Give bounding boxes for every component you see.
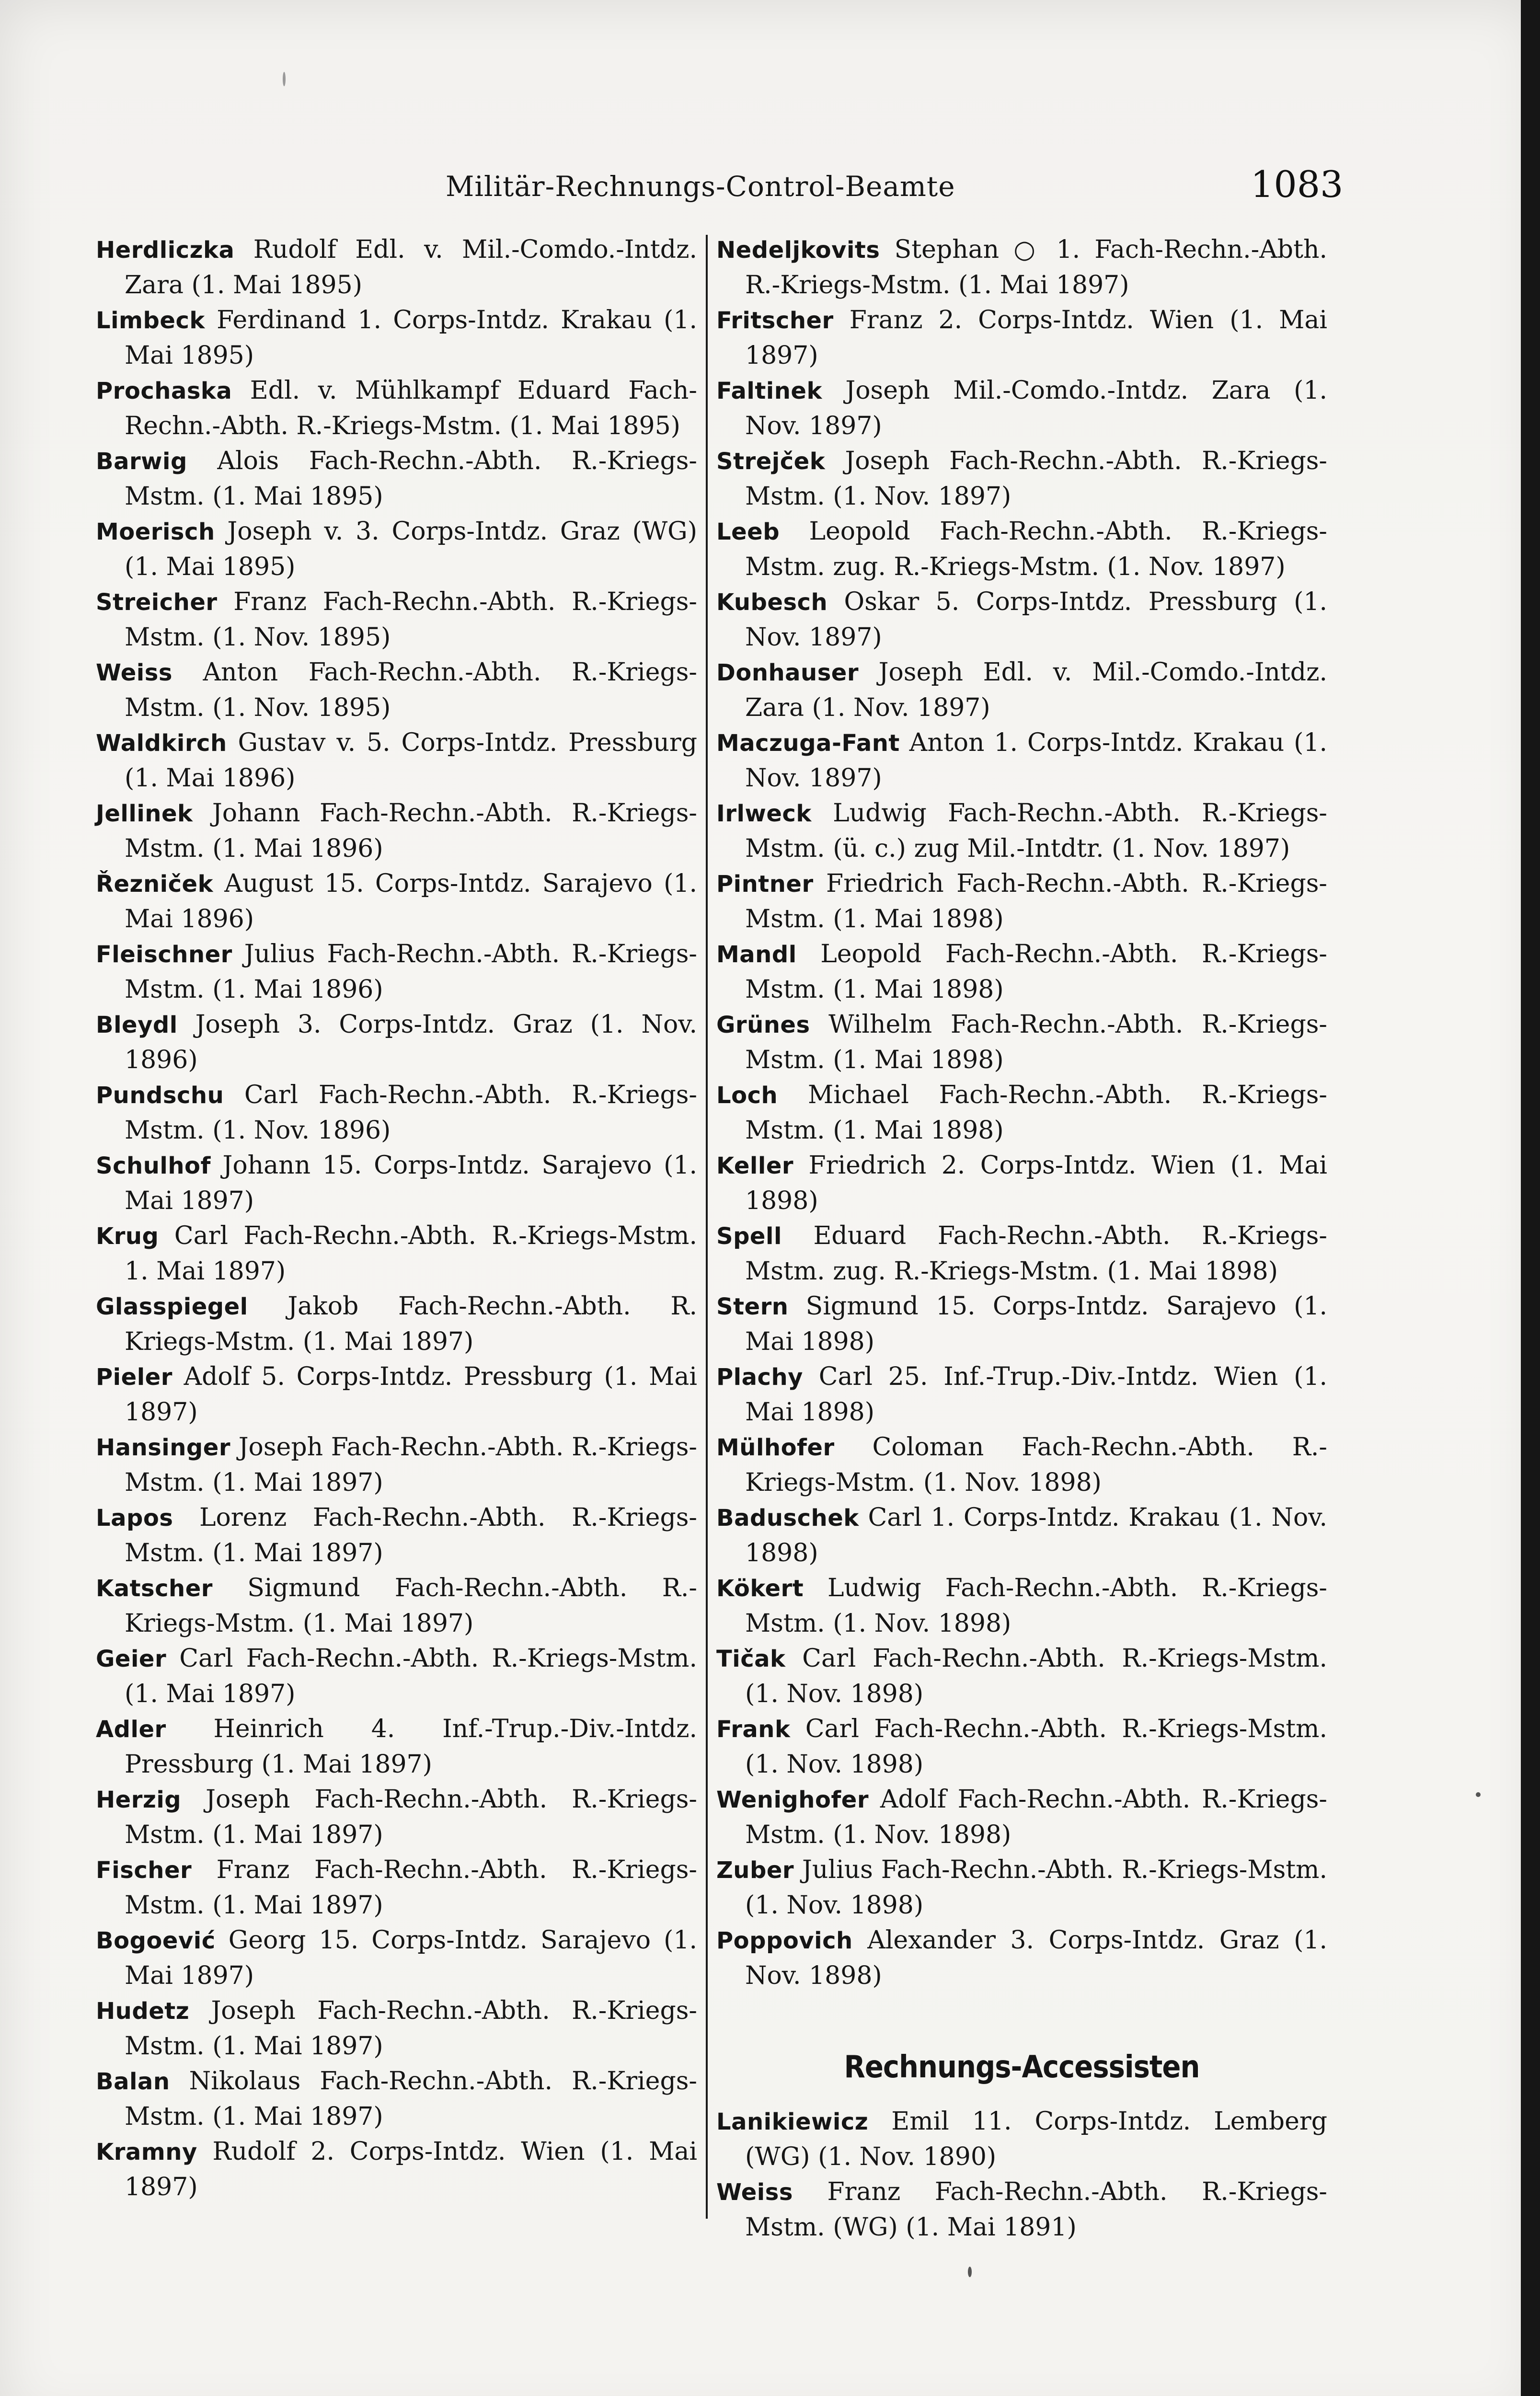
entry-details: Franz 2. Corps-Intdz. Wien (1. Mai 1897) bbox=[745, 306, 1327, 370]
list-entry bbox=[96, 1923, 697, 1993]
entry-surname: Pieler bbox=[96, 1364, 172, 1391]
entry-surname: Barwig bbox=[96, 448, 187, 475]
entry-surname: Krug bbox=[96, 1223, 159, 1250]
entry-details: Carl Fach-Rechn.-Abth. R.-Kriegs-Mstm. (1. Nov. 1896) bbox=[125, 1081, 697, 1145]
list-entry bbox=[96, 2064, 697, 2134]
entry-details: Johann Fach-Rechn.-Abth. R.-Kriegs-Mstm. (1. Mai 1896) bbox=[125, 799, 697, 863]
list-entry bbox=[96, 1500, 697, 1571]
entry-details: Franz Fach-Rechn.-Abth. R.-Kriegs-Mstm. (1. Nov. 1895) bbox=[125, 587, 697, 652]
entry-details: Friedrich 2. Corps-Intdz. Wien (1. Mai 1898) bbox=[745, 1151, 1327, 1215]
entry-details: Lorenz Fach-Rechn.-Abth. R.-Kriegs-Mstm. (1. Mai 1897) bbox=[125, 1503, 697, 1567]
entry-surname: Tičak bbox=[716, 1646, 786, 1672]
right-column-entries bbox=[716, 232, 1327, 1993]
list-entry bbox=[716, 1007, 1327, 1078]
entry-details: Anton Fach-Rechn.-Abth. R.-Kriegs-Mstm. (1. Nov. 1895) bbox=[125, 658, 697, 722]
entry-surname: Spell bbox=[716, 1223, 782, 1250]
list-entry bbox=[96, 1078, 697, 1148]
entry-surname: Leeb bbox=[716, 518, 780, 545]
section-title: Rechnungs-Accessisten bbox=[844, 2050, 1200, 2085]
entry-details: Ludwig Fach-Rechn.-Abth. R.-Kriegs-Mstm. (1. Nov. 1898) bbox=[745, 1574, 1327, 1638]
entry-details: Michael Fach-Rechn.-Abth. R.-Kriegs-Mstm. (1. Mai 1898) bbox=[745, 1081, 1327, 1145]
list-entry bbox=[716, 1853, 1327, 1923]
entry-surname: Bleydl bbox=[96, 1012, 178, 1038]
entry-details: Joseph Fach-Rechn.-Abth. R.-Kriegs-Mstm. (1. Mai 1897) bbox=[125, 1433, 697, 1497]
list-entry bbox=[96, 1641, 697, 1712]
list-entry bbox=[716, 1712, 1327, 1782]
entry-surname: Lapos bbox=[96, 1505, 173, 1532]
section-entries bbox=[716, 2104, 1327, 2245]
list-entry bbox=[96, 514, 697, 585]
list-entry bbox=[716, 1219, 1327, 1289]
entry-details: Joseph Edl. v. Mil.-Comdo.-Intdz. Zara (1. Nov. 1897) bbox=[745, 658, 1327, 722]
entry-details: Carl Fach-Rechn.-Abth. R.-Kriegs-Mstm. (1. Nov. 1898) bbox=[745, 1715, 1327, 1779]
list-entry bbox=[716, 1500, 1327, 1571]
entry-details: Nikolaus Fach-Rechn.-Abth. R.-Kriegs-Mstm. (1. Mai 1897) bbox=[125, 2067, 697, 2131]
list-entry bbox=[96, 726, 697, 796]
entry-details: Alois Fach-Rechn.-Abth. R.-Kriegs-Mstm. (1. Mai 1895) bbox=[125, 447, 697, 511]
entry-surname: Schulhof bbox=[96, 1152, 211, 1179]
entry-details: Oskar 5. Corps-Intdz. Pressburg (1. Nov. 1897) bbox=[745, 587, 1327, 652]
list-entry bbox=[716, 1641, 1327, 1712]
entry-details: Sigmund Fach-Rechn.-Abth. R.-Kriegs-Mstm. (1. Mai 1897) bbox=[125, 1574, 697, 1638]
left-column bbox=[96, 232, 697, 2205]
entry-surname: Nedeljkovits bbox=[716, 237, 880, 264]
list-entry bbox=[96, 1289, 697, 1359]
entry-details: Wilhelm Fach-Rechn.-Abth. R.-Kriegs-Mstm. (1. Mai 1898) bbox=[745, 1010, 1327, 1074]
entry-surname: Mülhofer bbox=[716, 1434, 835, 1461]
entry-surname: Glasspiegel bbox=[96, 1293, 248, 1320]
entry-surname: Hudetz bbox=[96, 1998, 190, 2025]
entry-surname: Fritscher bbox=[716, 307, 834, 334]
ink-speck bbox=[968, 2267, 972, 2277]
right-column bbox=[716, 232, 1327, 2245]
list-entry bbox=[716, 1148, 1327, 1219]
entry-surname: Pundschu bbox=[96, 1082, 224, 1109]
list-entry bbox=[716, 232, 1327, 303]
entry-details: Carl Fach-Rechn.-Abth. R.-Kriegs-Mstm. (1. Nov. 1898) bbox=[745, 1644, 1327, 1708]
entry-surname: Streicher bbox=[96, 589, 218, 616]
entry-details: Joseph Fach-Rechn.-Abth. R.-Kriegs-Mstm. (1. Mai 1897) bbox=[125, 1996, 697, 2061]
entry-details: Rudolf 2. Corps-Intdz. Wien (1. Mai 1897) bbox=[125, 2137, 697, 2201]
entry-surname: Pintner bbox=[716, 871, 814, 898]
entry-details: Jakob Fach-Rechn.-Abth. R. Kriegs-Mstm. (1. Mai 1897) bbox=[125, 1292, 697, 1356]
entry-surname: Weiss bbox=[96, 659, 172, 686]
list-entry bbox=[96, 937, 697, 1007]
entry-surname: Herzig bbox=[96, 1786, 182, 1813]
list-entry bbox=[716, 1289, 1327, 1359]
list-entry bbox=[96, 1359, 697, 1430]
entry-surname: Geier bbox=[96, 1646, 167, 1672]
entry-surname: Zuber bbox=[716, 1857, 794, 1884]
entry-details: Georg 15. Corps-Intdz. Sarajevo (1. Mai 1897) bbox=[125, 1926, 697, 1990]
entry-details: Alexander 3. Corps-Intdz. Graz (1. Nov. 1898) bbox=[745, 1926, 1327, 1990]
entry-details: Ludwig Fach-Rechn.-Abth. R.-Kriegs-Mstm. (ü. c.) zug Mil.-Intdtr. (1. Nov. 1897) bbox=[745, 799, 1327, 863]
list-entry bbox=[96, 1571, 697, 1641]
list-entry bbox=[716, 726, 1327, 796]
entry-surname: Maczuga-Fant bbox=[716, 730, 900, 757]
entry-surname: Fischer bbox=[96, 1857, 192, 1884]
list-entry bbox=[96, 373, 697, 444]
entry-surname: Hansinger bbox=[96, 1434, 231, 1461]
entry-details: Sigmund 15. Corps-Intdz. Sarajevo (1. Mai 1898) bbox=[745, 1292, 1327, 1356]
entry-surname: Herdliczka bbox=[96, 237, 235, 264]
list-entry bbox=[716, 1359, 1327, 1430]
entry-details: Joseph Fach-Rechn.-Abth. R.-Kriegs-Mstm. (1. Mai 1897) bbox=[125, 1785, 697, 1849]
entry-surname: Kubesch bbox=[716, 589, 828, 616]
list-entry bbox=[96, 1007, 697, 1078]
list-entry bbox=[96, 232, 697, 303]
entry-surname: Wenighofer bbox=[716, 1786, 869, 1813]
scan-edge bbox=[1521, 0, 1540, 2396]
entry-surname: Limbeck bbox=[96, 307, 205, 334]
list-entry bbox=[96, 1993, 697, 2064]
entry-details: Julius Fach-Rechn.-Abth. R.-Kriegs-Mstm. (1. Nov. 1898) bbox=[745, 1855, 1327, 1920]
list-entry bbox=[96, 444, 697, 514]
list-entry bbox=[96, 1853, 697, 1923]
list-entry bbox=[716, 937, 1327, 1007]
list-entry bbox=[716, 1923, 1327, 1993]
list-entry bbox=[96, 796, 697, 866]
list-entry bbox=[716, 303, 1327, 373]
entry-details: Carl Fach-Rechn.-Abth. R.-Kriegs-Mstm. 1. Mai 1897) bbox=[125, 1221, 697, 1286]
list-entry bbox=[716, 1782, 1327, 1853]
entry-details: Stephan ○ 1. Fach-Rechn.-Abth. R.-Kriegs-Mstm. (1. Mai 1897) bbox=[745, 235, 1327, 300]
entry-surname: Grünes bbox=[716, 1012, 810, 1038]
entry-surname: Mandl bbox=[716, 941, 797, 968]
entry-surname: Prochaska bbox=[96, 378, 232, 404]
list-entry bbox=[96, 655, 697, 726]
list-entry bbox=[96, 1219, 697, 1289]
entry-surname: Lanikiewicz bbox=[716, 2108, 869, 2135]
entry-details: Julius Fach-Rechn.-Abth. R.-Kriegs-Mstm. (1. Mai 1896) bbox=[125, 940, 697, 1004]
entry-details: Adolf 5. Corps-Intdz. Pressburg (1. Mai 1897) bbox=[125, 1362, 697, 1427]
entry-details: Franz Fach-Rechn.-Abth. R.-Kriegs-Mstm. (WG) (1. Mai 1891) bbox=[745, 2177, 1327, 2242]
ink-speck bbox=[283, 72, 286, 86]
entry-details: Joseph v. 3. Corps-Intdz. Graz (WG) (1. Mai 1895) bbox=[125, 517, 697, 581]
entry-details: August 15. Corps-Intdz. Sarajevo (1. Mai 1896) bbox=[125, 869, 697, 933]
entry-details: Leopold Fach-Rechn.-Abth. R.-Kriegs-Mstm. (1. Mai 1898) bbox=[745, 940, 1327, 1004]
entry-details: Carl 25. Inf.-Trup.-Div.-Intdz. Wien (1. Mai 1898) bbox=[745, 1362, 1327, 1427]
list-entry bbox=[716, 866, 1327, 937]
entry-surname: Adler bbox=[96, 1716, 166, 1743]
list-entry bbox=[716, 444, 1327, 514]
list-entry bbox=[96, 1782, 697, 1853]
entry-details: Coloman Fach-Rechn.-Abth. R.-Kriegs-Mstm. (1. Nov. 1898) bbox=[745, 1433, 1327, 1497]
entry-surname: Loch bbox=[716, 1082, 778, 1109]
entry-details: Joseph Fach-Rechn.-Abth. R.-Kriegs-Mstm. (1. Nov. 1897) bbox=[745, 447, 1327, 511]
entry-details: Edl. v. Mühlkampf Eduard Fach-Rechn.-Abth. R.-Kriegs-Mstm. (1. Mai 1895) bbox=[125, 376, 697, 440]
entry-details: Anton 1. Corps-Intdz. Krakau (1. Nov. 1897) bbox=[745, 728, 1327, 793]
entry-surname: Moerisch bbox=[96, 518, 215, 545]
entry-surname: Jellinek bbox=[96, 800, 193, 827]
entry-details: Joseph Mil.-Comdo.-Intdz. Zara (1. Nov. 1897) bbox=[745, 376, 1327, 440]
entry-details: Eduard Fach-Rechn.-Abth. R.-Kriegs-Mstm. zug. R.-Kriegs-Mstm. (1. Mai 1898) bbox=[745, 1221, 1327, 1286]
list-entry bbox=[96, 2134, 697, 2205]
entry-surname: Bogoević bbox=[96, 1927, 216, 1954]
entry-surname: Baduschek bbox=[716, 1505, 859, 1532]
list-entry bbox=[716, 1078, 1327, 1148]
entry-details: Leopold Fach-Rechn.-Abth. R.-Kriegs-Mstm. zug. R.-Kriegs-Mstm. (1. Nov. 1897) bbox=[745, 517, 1327, 581]
entry-surname: Kramny bbox=[96, 2139, 197, 2166]
list-entry bbox=[716, 1430, 1327, 1500]
entry-surname: Stern bbox=[716, 1293, 789, 1320]
list-entry bbox=[96, 585, 697, 655]
column-divider bbox=[706, 235, 708, 2219]
list-entry bbox=[716, 2175, 1327, 2245]
entry-details: Friedrich Fach-Rechn.-Abth. R.-Kriegs-Mstm. (1. Mai 1898) bbox=[745, 869, 1327, 933]
entry-surname: Frank bbox=[716, 1716, 791, 1743]
running-header: Militär-Rechnungs-Control-Beamte bbox=[446, 170, 955, 203]
entry-surname: Faltinek bbox=[716, 378, 822, 404]
entry-surname: Weiss bbox=[716, 2179, 793, 2206]
entry-details: Johann 15. Corps-Intdz. Sarajevo (1. Mai 1897) bbox=[125, 1151, 697, 1215]
entry-surname: Keller bbox=[716, 1152, 794, 1179]
entry-surname: Fleischner bbox=[96, 941, 232, 968]
entry-details: Ferdinand 1. Corps-Intdz. Krakau (1. Mai 1895) bbox=[125, 306, 697, 370]
list-entry bbox=[716, 514, 1327, 585]
list-entry bbox=[96, 1430, 697, 1500]
entry-details: Carl 1. Corps-Intdz. Krakau (1. Nov. 1898) bbox=[745, 1503, 1327, 1567]
entry-details: Carl Fach-Rechn.-Abth. R.-Kriegs-Mstm. (1. Mai 1897) bbox=[125, 1644, 697, 1708]
ink-speck bbox=[1476, 1792, 1481, 1797]
entry-surname: Plachy bbox=[716, 1364, 803, 1391]
list-entry bbox=[716, 2104, 1327, 2175]
entry-surname: Poppovich bbox=[716, 1927, 853, 1954]
entry-details: Emil 11. Corps-Intdz. Lemberg (WG) (1. Nov. 1890) bbox=[745, 2107, 1327, 2171]
entry-details: Joseph 3. Corps-Intdz. Graz (1. Nov. 1896) bbox=[125, 1010, 697, 1074]
entry-details: Franz Fach-Rechn.-Abth. R.-Kriegs-Mstm. (1. Mai 1897) bbox=[125, 1855, 697, 1920]
list-entry bbox=[96, 1712, 697, 1782]
entry-details: Gustav v. 5. Corps-Intdz. Pressburg (1. Mai 1896) bbox=[125, 728, 697, 793]
list-entry bbox=[96, 1148, 697, 1219]
entry-surname: Katscher bbox=[96, 1575, 213, 1602]
page-number: 1083 bbox=[1251, 163, 1344, 206]
entry-surname: Waldkirch bbox=[96, 730, 227, 757]
entry-surname: Kökert bbox=[716, 1575, 804, 1602]
list-entry bbox=[716, 585, 1327, 655]
entry-details: Heinrich 4. Inf.-Trup.-Div.-Intdz. Pressburg (1. Mai 1897) bbox=[125, 1715, 697, 1779]
entry-details: Adolf Fach-Rechn.-Abth. R.-Kriegs-Mstm. (1. Nov. 1898) bbox=[745, 1785, 1327, 1849]
list-entry bbox=[96, 866, 697, 937]
list-entry bbox=[716, 373, 1327, 444]
entry-surname: Balan bbox=[96, 2068, 170, 2095]
list-entry bbox=[716, 655, 1327, 726]
list-entry bbox=[96, 303, 697, 373]
entry-surname: Řezniček bbox=[96, 871, 214, 898]
list-entry bbox=[716, 1571, 1327, 1641]
entry-details: Rudolf Edl. v. Mil.-Comdo.-Intdz. Zara (1. Mai 1895) bbox=[125, 235, 697, 300]
entry-surname: Strejček bbox=[716, 448, 826, 475]
entry-surname: Irlweck bbox=[716, 800, 812, 827]
list-entry bbox=[716, 796, 1327, 866]
entry-surname: Donhauser bbox=[716, 659, 859, 686]
